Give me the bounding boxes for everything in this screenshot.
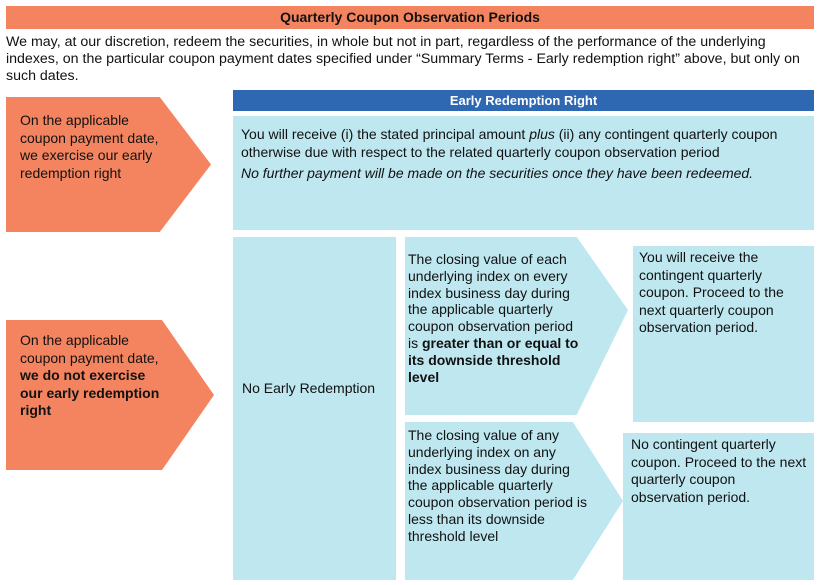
condition-below-threshold-text: The closing value of any underlying index on any index business day during the applicable quarterly coupon observation period is less than its downside threshold level	[408, 427, 588, 544]
not-exercise-bold: we do not exercise our early redemption right	[20, 367, 160, 418]
redemption-payment-text	[241, 126, 806, 161]
page-title: Quarterly Coupon Observation Periods	[280, 9, 540, 25]
redemption-line1-suffix: (ii) any contingent quarterly coupon otherwise due with respect to the related quarterly coupon observation period	[241, 126, 778, 160]
condition-above-threshold-text	[408, 251, 584, 385]
condition-above-bold: greater than or equal to its downside threshold level	[408, 334, 579, 385]
not-exercise-arrow-label	[20, 332, 160, 420]
redemption-line1-italic: plus	[529, 126, 555, 142]
redemption-payment-box	[233, 116, 814, 230]
no-early-redemption-box	[233, 237, 396, 580]
condition-above-prefix: The closing value of each underlying index on every index business day during the applicable quarterly coupon observation period is	[408, 251, 574, 351]
intro-paragraph: We may, at our discretion, redeem the securities, in whole but not in part, regardless of the performance of the underlying indexes, on the particular coupon payment dates specified under “Summary Terms - Early redemption right” above, but only on such dates.	[6, 34, 800, 84]
result-no-coupon-text: No contingent quarterly coupon. Proceed to the next quarterly coupon observation period.	[631, 436, 807, 505]
no-early-redemption-label: No Early Redemption	[242, 380, 376, 396]
exercise-arrow-label: On the applicable coupon payment date, we exercise our early redemption right	[20, 112, 159, 181]
early-redemption-header	[233, 90, 814, 111]
not-exercise-prefix: On the applicable coupon payment date,	[20, 332, 159, 366]
result-coupon-paid-box	[633, 246, 814, 422]
title-bar	[6, 6, 814, 29]
redemption-line1-prefix: You will receive (i) the stated principal amount	[241, 126, 530, 142]
no-further-payment-text: No further payment will be made on the securities once they have been redeemed.	[241, 165, 754, 181]
result-no-coupon-box	[623, 433, 814, 580]
result-coupon-paid-text: You will receive the contingent quarterly coupon. Proceed to the next quarterly coupon observation period.	[639, 249, 784, 335]
early-redemption-header-label: Early Redemption Right	[449, 93, 598, 108]
